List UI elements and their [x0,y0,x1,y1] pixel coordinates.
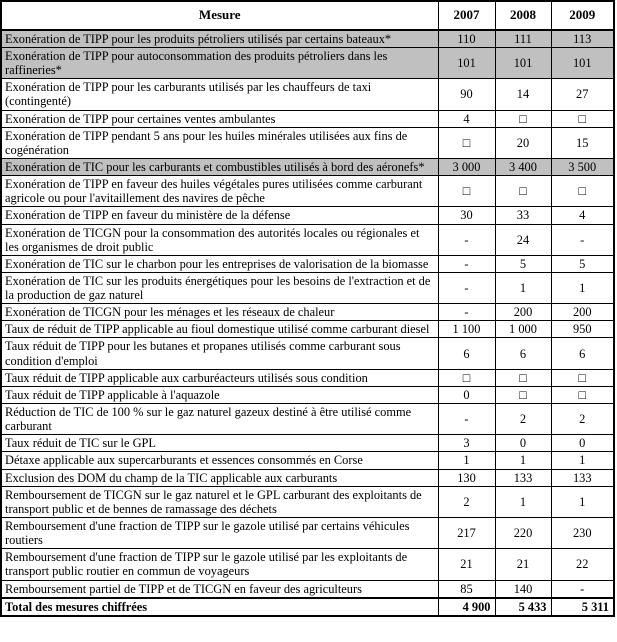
measure-cell: Remboursement de TICGN sur le gaz naturel et le GPL carburant des exploitants de transport public et de bennes de ramassage des déchets [1,486,438,517]
table-row [1,110,614,127]
value-cell: 133 [495,469,551,486]
measure-cell: Détaxe applicable aux supercarburants et essences consommés en Corse [1,452,438,469]
table-row [1,369,614,386]
table-row [1,158,614,175]
measure-cell: Exonération de TIPP pour autoconsommation des produits pétroliers dans les raffineries* [1,47,438,78]
measure-cell: Exonération de TIPP pour certaines ventes ambulantes [1,110,438,127]
table-row [1,338,614,369]
value-cell: 200 [551,304,614,321]
column-header-mesure: Mesure [1,1,438,30]
value-cell: 1 [495,452,551,469]
value-cell: 85 [438,580,495,598]
measure-cell: Exonération de TIC sur les produits énergétiques pour les besoins de l'extraction et de la production de gaz naturel [1,272,438,303]
table-row [1,469,614,486]
table-row [1,224,614,255]
measure-cell: Exonération de TIPP en faveur des huiles végétales pures utilisées comme carburant agricole ou pour l'avitaillement des navires de pêche [1,176,438,207]
value-cell: □ [495,110,551,127]
value-cell: □ [438,127,495,158]
value-cell: 230 [551,518,614,549]
value-cell: 101 [551,47,614,78]
value-cell: - [438,404,495,435]
measure-cell: Taux réduit de TIPP applicable aux carburéacteurs utilisés sous condition [1,369,438,386]
value-cell: - [438,255,495,272]
value-cell: 20 [495,127,551,158]
table-row [1,486,614,517]
value-cell: □ [551,176,614,207]
column-header-year-2007: 2007 [438,1,495,30]
value-cell: 2 [551,404,614,435]
table-row [1,321,614,338]
measure-cell: Réduction de TIC de 100 % sur le gaz naturel gazeux destiné à être utilisé comme carburant [1,404,438,435]
value-cell: 133 [551,469,614,486]
value-cell: 111 [495,30,551,48]
value-cell: 4 [551,207,614,224]
measure-cell: Remboursement partiel de TIPP et de TICGN en faveur des agriculteurs [1,580,438,598]
value-cell: 3 [438,435,495,452]
value-cell: 3 400 [495,158,551,175]
value-cell: 220 [495,518,551,549]
table-row [1,272,614,303]
table-row [1,386,614,403]
value-cell: □ [551,369,614,386]
value-cell: 24 [495,224,551,255]
value-cell: 1 [495,486,551,517]
value-cell: 5 433 [495,598,551,616]
measure-cell: Exonération de TIPP en faveur du ministère de la défense [1,207,438,224]
value-cell: 4 [438,110,495,127]
value-cell: 4 900 [438,598,495,616]
measure-cell: Taux réduit de TIPP pour les butanes et propanes utilisés comme carburant sous condition d'emploi [1,338,438,369]
value-cell: 22 [551,549,614,580]
value-cell: 217 [438,518,495,549]
measure-cell: Taux de réduit de TIPP applicable au fioul domestique utilisé comme carburant diesel [1,321,438,338]
table-row [1,435,614,452]
value-cell: 3 000 [438,158,495,175]
value-cell: □ [495,176,551,207]
value-cell: 6 [438,338,495,369]
table-row [1,176,614,207]
value-cell: 200 [495,304,551,321]
table-row [1,79,614,110]
value-cell: 5 311 [551,598,614,616]
table-row [1,404,614,435]
value-cell: 6 [495,338,551,369]
table-row [1,127,614,158]
table-row [1,549,614,580]
value-cell: 1 [495,272,551,303]
value-cell: - [438,304,495,321]
value-cell: 110 [438,30,495,48]
value-cell: 1 [551,486,614,517]
value-cell: 130 [438,469,495,486]
value-cell: 101 [495,47,551,78]
value-cell: □ [495,369,551,386]
table-row [1,207,614,224]
total-label-cell: Total des mesures chiffrées [1,598,438,616]
value-cell: 1 [551,272,614,303]
measure-cell: Exonération de TIC pour les carburants et combustibles utilisés à bord des aéronefs* [1,158,438,175]
header-row [1,1,614,30]
value-cell: 30 [438,207,495,224]
table-header [1,1,614,30]
value-cell: 27 [551,79,614,110]
table-body [1,30,614,616]
value-cell: 5 [551,255,614,272]
table-row [1,47,614,78]
value-cell: 0 [551,435,614,452]
value-cell: 15 [551,127,614,158]
table-row [1,452,614,469]
column-header-year-2009: 2009 [551,1,614,30]
value-cell: 101 [438,47,495,78]
table-row [1,304,614,321]
value-cell: - [551,580,614,598]
value-cell: 21 [438,549,495,580]
measure-cell: Remboursement d'une fraction de TIPP sur le gazole utilisé par certains véhicules routiers [1,518,438,549]
value-cell: 14 [495,79,551,110]
value-cell: 90 [438,79,495,110]
measure-cell: Exonération de TIC sur le charbon pour les entreprises de valorisation de la biomasse [1,255,438,272]
value-cell: 6 [551,338,614,369]
measure-cell: Exonération de TICGN pour la consommation des autorités locales ou régionales et les organismes de droit public [1,224,438,255]
value-cell: 113 [551,30,614,48]
total-row [1,598,614,616]
value-cell: □ [551,386,614,403]
measure-cell: Exonération de TIPP pendant 5 ans pour les huiles minérales utilisées aux fins de cogénération [1,127,438,158]
value-cell: □ [438,369,495,386]
value-cell: - [438,224,495,255]
measure-cell: Taux réduit de TIPP applicable à l'aquazole [1,386,438,403]
value-cell: 1 [438,452,495,469]
value-cell: 140 [495,580,551,598]
value-cell: - [438,272,495,303]
value-cell: 1 000 [495,321,551,338]
value-cell: □ [495,386,551,403]
table-row [1,518,614,549]
value-cell: - [551,224,614,255]
value-cell: 21 [495,549,551,580]
measure-cell: Exonération de TIPP pour les produits pétroliers utilisés par certains bateaux* [1,30,438,48]
measure-cell: Remboursement d'une fraction de TIPP sur le gazole utilisé par les exploitants de transport public routier en commun de voyageurs [1,549,438,580]
measure-cell: Taux réduit de TIC sur le GPL [1,435,438,452]
measure-cell: Exonération de TICGN pour les ménages et les réseaux de chaleur [1,304,438,321]
table-row [1,580,614,598]
table-row [1,255,614,272]
value-cell: □ [438,176,495,207]
value-cell: 1 100 [438,321,495,338]
value-cell: 0 [438,386,495,403]
table-row [1,30,614,48]
value-cell: 1 [551,452,614,469]
measure-cell: Exonération de TIPP pour les carburants utilisés par les chauffeurs de taxi (contingenté) [1,79,438,110]
value-cell: □ [551,110,614,127]
value-cell: 950 [551,321,614,338]
value-cell: 3 500 [551,158,614,175]
value-cell: 5 [495,255,551,272]
value-cell: 0 [495,435,551,452]
value-cell: 2 [495,404,551,435]
value-cell: 33 [495,207,551,224]
column-header-year-2008: 2008 [495,1,551,30]
measure-cell: Exclusion des DOM du champ de la TIC applicable aux carburants [1,469,438,486]
value-cell: 2 [438,486,495,517]
